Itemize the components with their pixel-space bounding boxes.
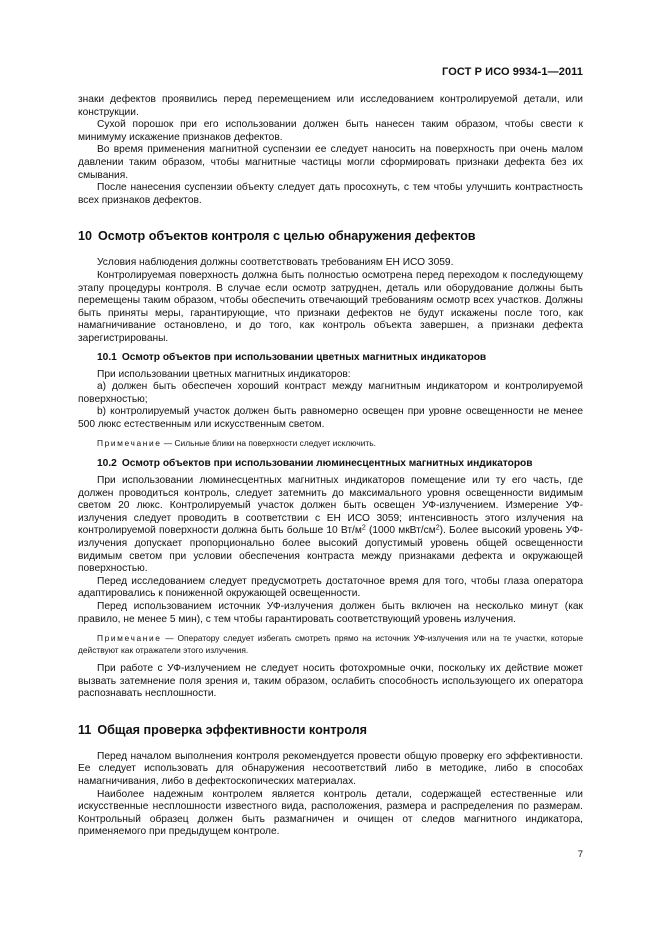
subsection-10-2-note <box>78 633 583 656</box>
intro-paragraph-1: знаки дефектов проявились перед перемещением или исследованием контролируемой детали, или конструкции. <box>78 94 583 118</box>
document-code-header: ГОСТ Р ИСО 9934-1—2011 <box>442 66 583 78</box>
subsection-10-2-title: Осмотр объектов при использовании люминесцентных магнитных индикаторов <box>121 457 533 469</box>
section-10-title: Осмотр объектов контроля с целью обнаружения дефектов <box>98 229 476 244</box>
section-11-paragraph-2: Наиболее надежным контролем является контроль детали, содержащей естественные или искусственные несплошности известного вида, расположения, размера и распределения по размерам. Контрольный образец должен быть размагничен и очищен от следов магнитного индикатора, применяемого при предыдущем контроле. <box>78 788 583 838</box>
paragraph-text: ). Более высокий уровень УФ-излучения допускает пропорционально более высокий допустимый уровень общей освещенности видимым светом при условии обеспечения контраста между признаками дефекта и окружающей поверхностью. <box>78 525 583 575</box>
section-11-heading <box>78 723 583 738</box>
subsection-10-2-heading <box>78 457 583 470</box>
superscript: 2 <box>361 524 366 532</box>
subsection-10-1-item-b: b) контролируемый участок должен быть равномерно освещен при уровне освещенности не менее 500 люкс естественным или искусственным светом. <box>78 406 583 430</box>
subsection-10-2-paragraph-3: Перед использованием источник УФ-излучения должен быть включен на несколько минут (как правило, не менее 5 мин), с тем чтобы гарантировать соответствующий уровень излучения. <box>78 600 583 625</box>
subsection-10-2-paragraph-4: При работе с УФ-излучением не следует носить фотохромные очки, поскольку их действие может вызвать затемнение поля зрения и, таким образом, ослабить способность использующего их оператора распознавать несплошности. <box>78 663 583 700</box>
intro-paragraph-4: После нанесения суспензии объекту следует дать просохнуть, с тем чтобы улучшить контрастность всех признаков дефектов. <box>78 182 583 206</box>
note-text: — Сильные блики на поверхности следует исключить. <box>161 438 376 449</box>
subsection-10-1-heading <box>78 351 583 364</box>
subsection-10-1-title: Осмотр объектов при использовании цветных магнитных индикаторов <box>121 351 487 363</box>
note-text: — Оператору следует избегать смотреть прямо на источник УФ-излучения или на те участки, которые действуют как отражатели этого излучения. <box>78 633 583 655</box>
page-number: 7 <box>577 849 583 860</box>
page-content <box>78 94 583 839</box>
intro-paragraph-3: Во время применения магнитной суспензии ее следует наносить на поверхность при очень малом давлении таким образом, чтобы магнитные частицы могли сформировать признаки дефекта без их смывания. <box>78 144 583 181</box>
subsection-10-1-number: 10.1 <box>97 351 117 363</box>
superscript: 2 <box>435 524 440 532</box>
subsection-10-2-number: 10.2 <box>97 457 117 469</box>
subsection-10-2-paragraph-1 <box>78 475 583 576</box>
note-label: Примечание <box>97 438 162 449</box>
paragraph-text: (1000 мкВт/см <box>365 525 436 537</box>
subsection-10-2-paragraph-2: Перед исследованием следует предусмотреть достаточное время для того, чтобы глаза оператора адаптировались к пониженной окружающей освещенности. <box>78 575 583 600</box>
section-11-paragraph-1: Перед началом выполнения контроля рекомендуется провести общую проверку его эффективности. Ее следует использовать для обнаружения несоответствий либо в методике, либо в способах намагничивания, либо в дефектоскопических материалах. <box>78 750 583 788</box>
section-10-paragraph-1: Условия наблюдения должны соответствовать требованиям ЕН ИСО 3059. <box>97 257 454 269</box>
paragraph-text: При использовании люминесцентных магнитных индикаторов помещение или ту его часть, где должен проводиться контроль, следует затемнить до максимального уровня освещенности видимым светом 20 люкс. Контролируемый участок должен быть освещен УФ-излучением. Измерение УФ-излучения следует проводить в соответствии с ЕН ИСО 3059; интенсивность этого излучения на контролируемой поверхности должна быть больше 10 Вт/м <box>78 474 583 537</box>
section-10-heading <box>78 229 583 244</box>
section-10-paragraph-2: Контролируемая поверхность должна быть полностью осмотрена перед переходом к последующему этапу процедуры контроля. В случае если осмотр затруднен, деталь или оборудование должны быть перемещены таким образом, чтобы обеспечить отвечающий требованиям осмотр всех участков. Должны быть приняты меры, гарантирующие, что признаки дефектов не будут искажены после того, как намагничивание остановлено, и до того, как контроль объекта завершен, а признаки дефекта зарегистрированы. <box>78 269 583 344</box>
section-10-number: 10 <box>78 229 93 244</box>
subsection-10-1-note <box>78 438 583 450</box>
intro-paragraph-2: Сухой порошок при его использовании должен быть нанесен таким образом, чтобы свести к минимуму искажение признаков дефектов. <box>78 119 583 143</box>
note-label: Примечание <box>97 633 162 644</box>
section-11-title: Общая проверка эффективности контроля <box>97 722 367 737</box>
section-11-number: 11 <box>78 722 92 737</box>
subsection-10-1-paragraph-1: При использовании цветных магнитных индикаторов: <box>97 368 351 380</box>
subsection-10-1-item-a: a) должен быть обеспечен хороший контраст между магнитным индикатором и контролируемой поверхностью; <box>78 381 583 405</box>
